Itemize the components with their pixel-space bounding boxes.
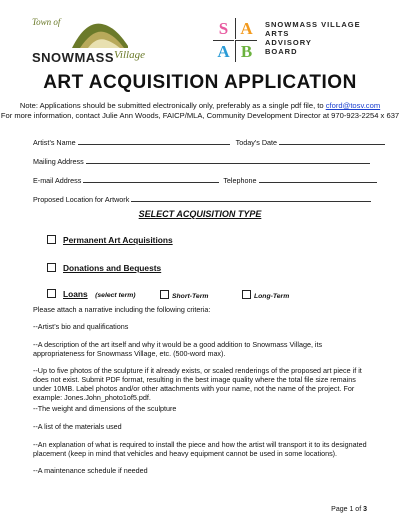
org-name-line: ADVISORY [265, 38, 312, 47]
sab-letter-grid [213, 18, 257, 62]
page-title: ART ACQUISITION APPLICATION [43, 72, 357, 93]
email-address-field[interactable] [83, 175, 219, 183]
page-number [331, 506, 367, 513]
logo-snowmass: SNOWMASS [32, 50, 114, 65]
criteria-item: --Up to five photos of the sculpture if it already exists, or scaled renderings of the proposed art piece if it does not exist. Submit PDF format, resulting in the best image quality where the total file size remains under 10MB. Label photos and/or other attachments with your name, not the name of the project. For example: Jones.John_photo1of5.pdf. [33, 366, 362, 402]
logo-village: Village [114, 49, 145, 61]
logo-letter-a: A [213, 40, 234, 62]
short-term-option[interactable] [160, 285, 208, 303]
email-address-label: E-mail Address [33, 176, 82, 185]
email-telephone-row [33, 175, 377, 185]
todays-date-field[interactable] [279, 137, 385, 145]
artist-name-label: Artist’s Name [33, 138, 76, 147]
permanent-option[interactable] [47, 230, 173, 248]
loans-checkbox[interactable] [47, 289, 56, 298]
criteria-item: --The weight and dimensions of the sculpture [33, 404, 177, 413]
org-name-line: BOARD [265, 47, 298, 56]
criteria-intro: Please attach a narrative including the following criteria: [33, 305, 211, 314]
mailing-address-row [33, 156, 370, 166]
note-line2: For more information, contact Julie Ann Woods, FAICP/MLA, Community Development Director at 970-923-2254 x 637 [0, 111, 400, 120]
donations-option[interactable] [47, 258, 161, 276]
donations-checkbox[interactable] [47, 263, 56, 272]
loans-option[interactable] [47, 284, 136, 302]
todays-date-label: Today’s Date [235, 138, 278, 147]
long-term-checkbox[interactable] [242, 290, 251, 299]
page-current: 1 [349, 506, 354, 513]
note-line1: Note: Applications should be submitted electronically only, preferably as a single pdf file, to [19, 101, 326, 110]
criteria-item: --Artist’s bio and qualifications [33, 322, 129, 331]
criteria-item: --A maintenance schedule if needed [33, 466, 148, 475]
proposed-location-field[interactable] [131, 194, 371, 202]
page-of: of [353, 506, 364, 513]
logo-letter-b: B [235, 40, 257, 62]
org-name [265, 20, 361, 56]
email-link[interactable]: cford@tosv.com [325, 101, 381, 110]
page-prefix: Page [331, 506, 350, 513]
artist-name-row [33, 137, 385, 147]
section-title: SELECT ACQUISITION TYPE [138, 209, 262, 219]
long-term-label: Long-Term [254, 293, 290, 300]
mailing-address-label: Mailing Address [33, 157, 84, 166]
logo-letter-s: S [218, 19, 229, 38]
criteria-item: --An explanation of what is required to install the piece and how the artist will transport it to its designated placement (keep in mind that vehicles and heavy equipment cannot be used in some locations). [33, 440, 367, 458]
proposed-location-label: Proposed Location for Artwork [33, 195, 130, 204]
org-name-line: SNOWMASS VILLAGE [265, 20, 361, 29]
telephone-label: Telephone [223, 176, 257, 185]
short-term-checkbox[interactable] [160, 290, 169, 299]
telephone-field[interactable] [259, 175, 377, 183]
short-term-label: Short-Term [172, 293, 209, 300]
page-total: 3 [363, 506, 367, 513]
loans-label: Loans [63, 289, 88, 299]
logo-town-of: Town of [32, 17, 61, 27]
submission-note [0, 101, 400, 121]
logo-letter-a: A [235, 18, 257, 39]
criteria-item: --A list of the materials used [33, 422, 122, 431]
long-term-option[interactable] [242, 285, 289, 303]
criteria-item: --A description of the art itself and why it would be a good addition to Snowmass Village, its appropriateness for Snowmass Village, etc. (500-word max). [33, 340, 323, 358]
mailing-address-field[interactable] [86, 156, 370, 164]
arts-advisory-board-logo [213, 18, 383, 62]
town-of-snowmass-village-logo [30, 10, 150, 66]
donations-label: Donations and Bequests [63, 263, 162, 273]
org-name-line: ARTS [265, 29, 290, 38]
permanent-checkbox[interactable] [47, 235, 56, 244]
permanent-label: Permanent Art Acquisitions [63, 235, 173, 245]
mountain-logo-icon [70, 18, 130, 50]
loans-hint: (select term) [95, 292, 136, 299]
artist-name-field[interactable] [78, 137, 230, 145]
proposed-location-row [33, 194, 371, 204]
